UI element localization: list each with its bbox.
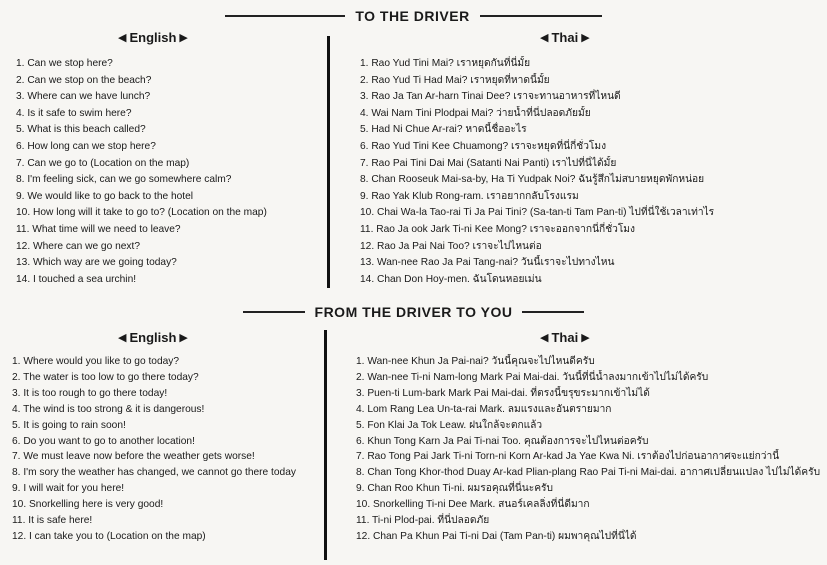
list-item: 6. How long can we stop here? (16, 140, 156, 152)
section-title-text: TO THE DRIVER (355, 8, 470, 24)
triangle-right-icon: ▶ (581, 32, 590, 44)
list-item: 11. Rao Ja ook Jark Ti-ni Kee Mong? เราจะออกจากนี่กี่ชั่วโมง (360, 223, 635, 235)
thai-header (540, 30, 590, 45)
list-item: 1. Rao Yud Tini Mai? เราหยุดกันที่นี่มั้ย (360, 58, 531, 69)
list-item: 8. Chan Rooseuk Mai-sa-by, Ha Ti Yudpak Noi? ฉันรู้สึกไม่สบายหยุดพักหน่อย (360, 174, 705, 186)
title-rule-right (522, 311, 584, 313)
english-phrase-list (12, 354, 320, 545)
section-title-from-driver (0, 302, 827, 322)
list-item: 5. What is this beach called? (16, 124, 146, 136)
list-item: 8. I'm feeling sick, can we go somewhere calm? (16, 174, 232, 186)
list-item: 6. Khun Tong Karn Ja Pai Ti-nai Too. คุณต้องการจะไปไหนต่อครับ (356, 435, 649, 447)
list-item: 2. Rao Yud Ti Had Mai? เราหยุดที่หาดนี้มั้ย (360, 74, 550, 86)
triangle-left-icon: ◀ (118, 32, 127, 44)
english-header (118, 30, 188, 45)
list-item: 13. Which way are we going today? (16, 257, 177, 269)
list-item: 6. Do you want to go to another location! (12, 435, 195, 447)
list-item: 11. What time will we need to leave? (16, 223, 181, 235)
list-item: 3. Where can we have lunch? (16, 91, 151, 103)
title-rule-left (225, 15, 345, 17)
list-item: 9. We would like to go back to the hotel (16, 190, 194, 202)
list-item: 5. Fon Klai Ja Tok Leaw. ฝนใกล้จะตกแล้ว (356, 419, 543, 431)
list-item: 4. Is it safe to swim here? (16, 107, 132, 119)
list-item: 2. Wan-nee Ti-ni Nam-long Mark Pai Mai-dai. วันนี้ที่นี่น้ำลงมากเข้าไปไม่ได้ครับ (356, 371, 709, 383)
list-item: 3. It is too rough to go there today! (12, 387, 168, 399)
thai-phrase-list (360, 56, 822, 288)
triangle-right-icon: ▶ (179, 332, 188, 344)
list-item: 5. It is going to rain soon! (12, 419, 126, 431)
list-item: 3. Rao Ja Tan Ar-harn Tinai Dee? เราจะทานอาหารที่ไหนดี (360, 91, 621, 103)
triangle-left-icon: ◀ (540, 332, 549, 344)
list-item: 6. Rao Yud Tini Kee Chuamong? เราจะหยุดที่นี่กี่ชั่วโมง (360, 140, 607, 152)
list-item: 2. Can we stop on the beach? (16, 74, 152, 86)
triangle-right-icon: ▶ (581, 332, 590, 344)
list-item: 1. Can we stop here? (16, 58, 113, 69)
list-item: 9. Chan Roo Khun Ti-ni. ผมรอคุณที่นี่นะครับ (356, 483, 553, 495)
list-item: 8. I'm sory the weather has changed, we cannot go there today (12, 467, 296, 479)
triangle-left-icon: ◀ (118, 332, 127, 344)
title-rule-left (243, 311, 305, 313)
list-item: 7. Rao Tong Pai Jark Ti-ni Torn-ni Korn Ar-kad Ja Yae Kwa Ni. เราต้องไปก่อนอากาศจะแย่กว่านี้ (356, 451, 780, 463)
list-item: 7. Rao Pai Tini Dai Mai (Satanti Nai Panti) เราไปที่นี่ได้มั้ย (360, 157, 617, 169)
thai-header-label: Thai (551, 30, 579, 45)
list-item: 4. Wai Nam Tini Plodpai Mai? ว่ายน้ำที่นี่ปลอดภัยมั้ย (360, 107, 591, 119)
list-item: 12. Chan Pa Khun Pai Ti-ni Dai (Tam Pan-ti) ผมพาคุณไปที่นี่ได้ (356, 530, 637, 542)
list-item: 14. I touched a sea urchin! (16, 273, 137, 285)
list-item: 9. Rao Yak Klub Rong-ram. เราอยากกลับโรงแรม (360, 190, 579, 202)
list-item: 11. Ti-ni Plod-pai. ที่นี่ปลอดภัย (356, 515, 490, 527)
triangle-left-icon: ◀ (540, 32, 549, 44)
list-item: 3. Puen-ti Lum-bark Mark Pai Mai-dai. ที่ตรงนี้ขรุขระมากเข้าไม่ได้ (356, 387, 650, 399)
list-item: 13. Wan-nee Rao Ja Pai Tang-nai? วันนี้เราจะไปทางไหน (360, 257, 615, 269)
list-item: 1. Where would you like to go today? (12, 356, 180, 367)
title-rule-right (480, 15, 602, 17)
list-item: 12. I can take you to (Location on the map) (12, 530, 206, 542)
column-divider (327, 36, 330, 288)
english-header (118, 330, 188, 345)
thai-phrase-list (356, 354, 822, 545)
section-title-text: FROM THE DRIVER TO YOU (314, 304, 513, 320)
list-item: 1. Wan-nee Khun Ja Pai-nai? วันนี้คุณจะไปไหนดีครับ (356, 356, 595, 367)
list-item: 4. Lom Rang Lea Un-ta-rai Mark. ลมแรงและอันตรายมาก (356, 403, 612, 415)
triangle-right-icon: ▶ (179, 32, 188, 44)
list-item: 5. Had Ni Chue Ar-rai? หาดนี้ชื่ออะไร (360, 124, 527, 136)
list-item: 4. The wind is too strong & it is dangerous! (12, 403, 205, 415)
list-item: 12. Rao Ja Pai Nai Too? เราจะไปไหนต่อ (360, 240, 542, 252)
english-phrase-list (16, 56, 321, 288)
list-item: 11. It is safe here! (12, 515, 93, 527)
thai-header (540, 330, 590, 345)
english-header-label: English (129, 330, 177, 345)
english-header-label: English (129, 30, 177, 45)
list-item: 12. Where can we go next? (16, 240, 141, 252)
list-item: 10. Chai Wa-la Tao-rai Ti Ja Pai Tini? (Sa-tan-ti Tam Pan-ti) ไปที่นี่ใช้เวลาเท่าไร (360, 207, 715, 219)
list-item: 10. Snorkelling Ti-ni Dee Mark. สนอร์เคลลิ่งที่นี่ดีมาก (356, 499, 590, 511)
list-item: 14. Chan Don Hoy-men. ฉันโดนหอยเม่น (360, 273, 542, 285)
list-item: 7. Can we go to (Location on the map) (16, 157, 190, 169)
column-divider (324, 330, 327, 560)
list-item: 10. How long will it take to go to? (Location on the map) (16, 207, 267, 219)
list-item: 7. We must leave now before the weather gets worse! (12, 451, 255, 463)
section-title-to-driver (0, 6, 827, 26)
list-item: 9. I will wait for you here! (12, 483, 125, 495)
thai-header-label: Thai (551, 330, 579, 345)
list-item: 2. The water is too low to go there today? (12, 371, 199, 383)
list-item: 10. Snorkelling here is very good! (12, 499, 164, 511)
list-item: 8. Chan Tong Khor-thod Duay Ar-kad Plian-plang Rao Pai Ti-ni Mai-dai. อากาศเปลี่ยนแปลง ไปไม่ได้ครับ (356, 467, 821, 479)
